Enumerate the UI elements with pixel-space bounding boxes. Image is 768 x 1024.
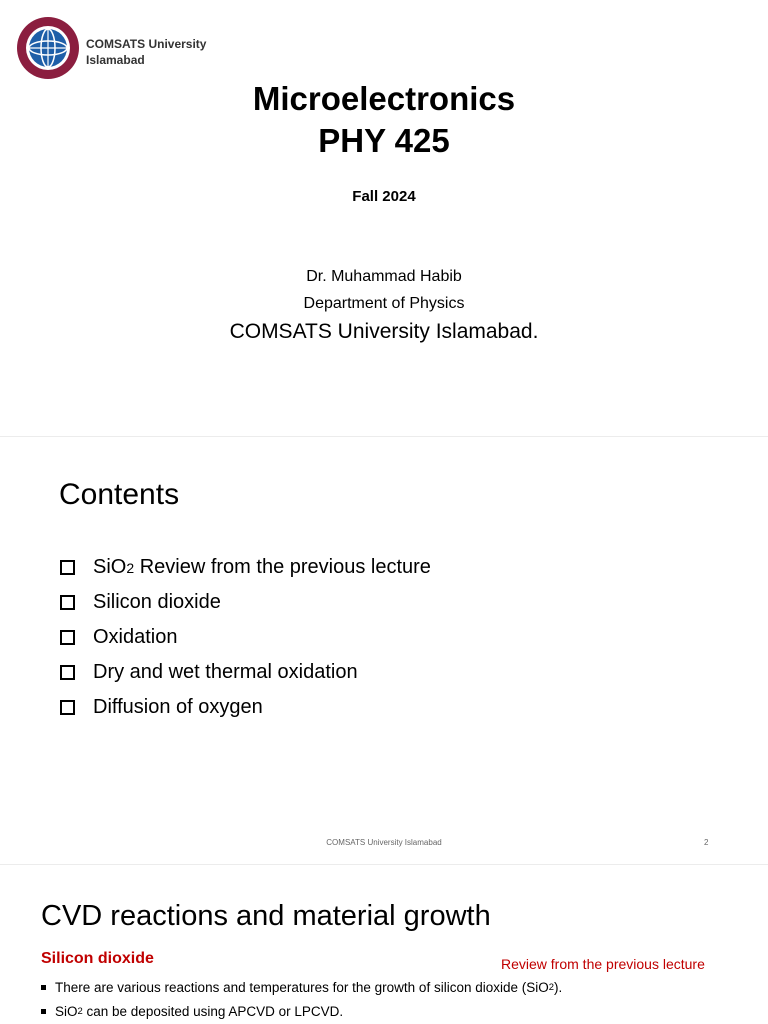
title-slide [0, 0, 768, 430]
contents-item: SiO 2 Review from the previous lecture [60, 550, 431, 585]
slide-divider [0, 436, 768, 437]
slide-heading: CVD reactions and material growth [41, 900, 491, 932]
checkbox-bullet-icon [60, 560, 75, 575]
slide-divider [0, 864, 768, 865]
bullet-item: There are various reactions and temperatures for the growth of silicon dioxide (SiO 2 ). [41, 975, 562, 999]
section-subheading: Silicon dioxide [41, 950, 154, 967]
university-name: COMSATS University Islamabad. [229, 320, 539, 343]
course-code: PHY 425 [318, 122, 450, 159]
contents-slide [0, 440, 768, 860]
bullet-item: SiO 2 can be deposited using APCVD or LPCVD. [41, 999, 562, 1023]
course-title: Microelectronics [252, 80, 516, 117]
contents-item: Oxidation [60, 620, 431, 655]
checkbox-bullet-icon [60, 665, 75, 680]
bullet-list [41, 975, 562, 1023]
square-bullet-icon [41, 1009, 46, 1014]
slide-footer: COMSATS University Islamabad [326, 838, 442, 847]
logo-text [86, 36, 206, 68]
contents-heading: Contents [59, 478, 180, 511]
department: Department of Physics [303, 295, 465, 312]
term: Fall 2024 [352, 188, 416, 205]
university-logo [16, 16, 80, 80]
cvd-slide [0, 868, 768, 1024]
square-bullet-icon [41, 985, 46, 990]
logo-text-line1: COMSATS University [86, 37, 207, 51]
contents-item: Dry and wet thermal oxidation [60, 655, 431, 690]
checkbox-bullet-icon [60, 595, 75, 610]
checkbox-bullet-icon [60, 630, 75, 645]
logo-text-line2: Islamabad [86, 53, 145, 67]
contents-item: Silicon dioxide [60, 585, 431, 620]
instructor-name: Dr. Muhammad Habib [306, 268, 462, 285]
contents-item: Diffusion of oxygen [60, 690, 431, 725]
checkbox-bullet-icon [60, 700, 75, 715]
page-number: 2 [704, 838, 709, 847]
review-note: Review from the previous lecture [501, 956, 705, 972]
contents-list [60, 550, 431, 725]
